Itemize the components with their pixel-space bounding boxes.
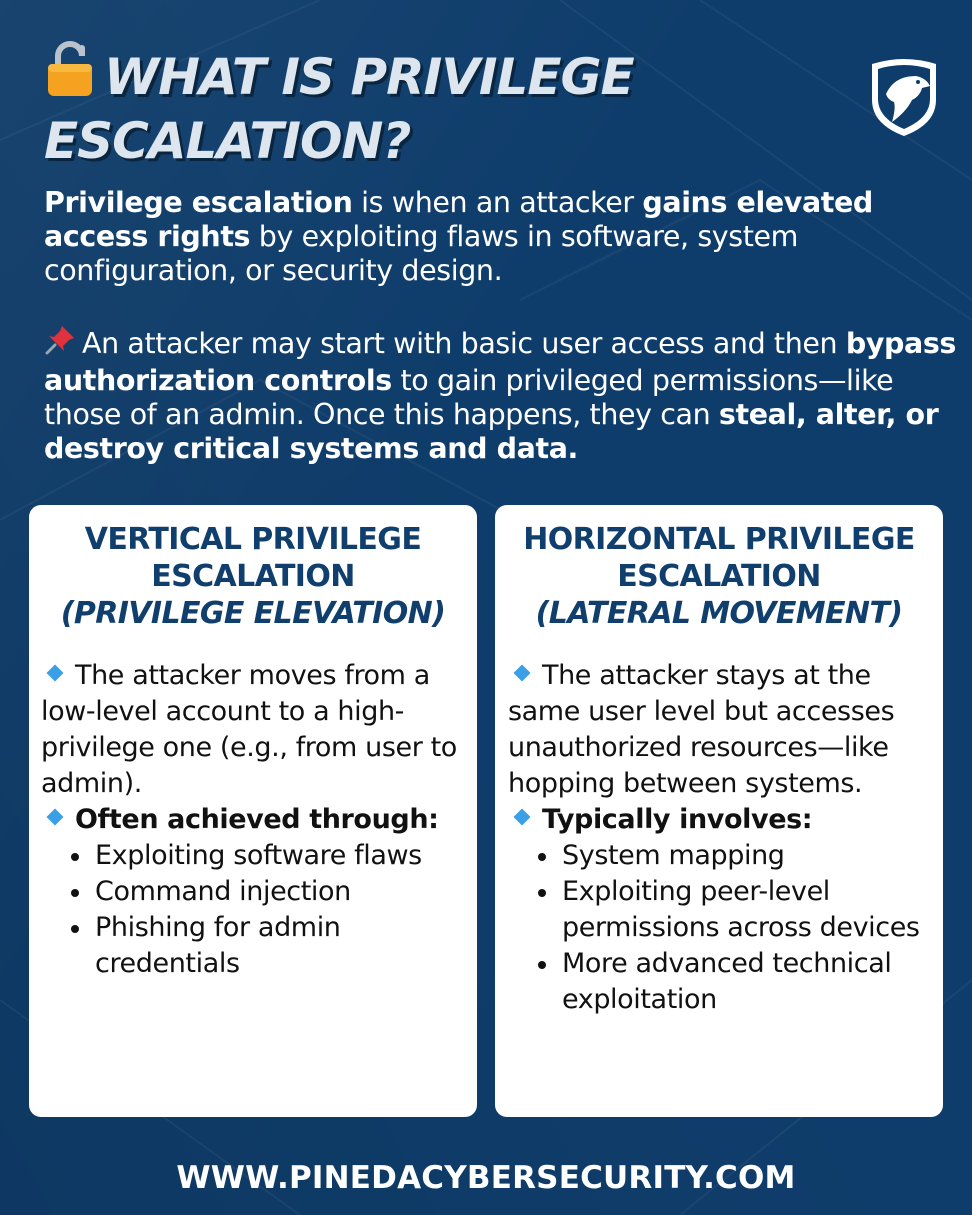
card-title: HORIZONTAL PRIVILEGE ESCALATION (LATERAL MOVEMENT) <box>495 521 943 632</box>
card-points <box>508 838 943 1018</box>
emphasis-impact: steal, alter, or destroy critical systems and data. <box>44 398 939 465</box>
card-subheading: Often achieved through: <box>41 802 477 838</box>
card-subtitle: (PRIVILEGE ELEVATION) <box>60 596 446 631</box>
list-item: Exploiting peer-level permissions across devices <box>534 874 943 946</box>
horizontal-escalation-card <box>495 505 943 1117</box>
term-privilege-escalation: Privilege escalation <box>44 186 353 219</box>
attack-paragraph: An attacker may start with basic user access and then bypass authorization controls to gain privileged permissions—like those of an admin. Once this happens, they can steal, alter, or destroy critical systems and data. <box>44 322 964 466</box>
page-title <box>44 40 824 171</box>
eagle-shield-logo <box>866 56 942 138</box>
definition-paragraph: Privilege escalation is when an attacker gains elevated access rights by exploiting flaws in software, system configuration, or security design. <box>44 186 873 287</box>
card-body <box>29 632 477 982</box>
lock-icon <box>44 40 96 111</box>
list-item: Exploiting software flaws <box>67 838 477 874</box>
card-title: VERTICAL PRIVILEGE ESCALATION (PRIVILEGE ELEVATION) <box>29 521 477 632</box>
blue-diamond-icon <box>514 665 531 682</box>
intro-text <box>44 186 964 466</box>
card-body <box>495 632 943 1018</box>
page-title-text: WHAT IS PRIVILEGE ESCALATION? <box>44 48 634 170</box>
card-description: The attacker stays at the same user level but accesses unauthorized resources—like hopping between systems. <box>508 660 895 799</box>
list-item: Command injection <box>67 874 477 910</box>
website-link[interactable]: WWW.PINEDACYBERSECURITY.COM <box>176 1160 796 1196</box>
list-item: More advanced technical exploitation <box>534 946 943 1018</box>
blue-diamond-icon <box>514 809 531 826</box>
vertical-escalation-card <box>29 505 477 1117</box>
blue-diamond-icon <box>47 665 64 682</box>
card-description: The attacker moves from a low-level account to a high-privilege one (e.g., from user to admin). <box>41 660 457 799</box>
blue-diamond-icon <box>47 809 64 826</box>
card-subheading: Typically involves: <box>508 802 943 838</box>
list-item: System mapping <box>534 838 943 874</box>
pushpin-icon <box>44 322 78 364</box>
emphasis-bypass-controls: bypass authorization controls <box>44 327 956 397</box>
card-points <box>41 838 477 982</box>
list-item: Phishing for admin credentials <box>67 910 477 982</box>
emphasis-elevated-access: gains elevated access rights <box>44 186 873 253</box>
card-subtitle: (LATERAL MOVEMENT) <box>535 596 903 631</box>
